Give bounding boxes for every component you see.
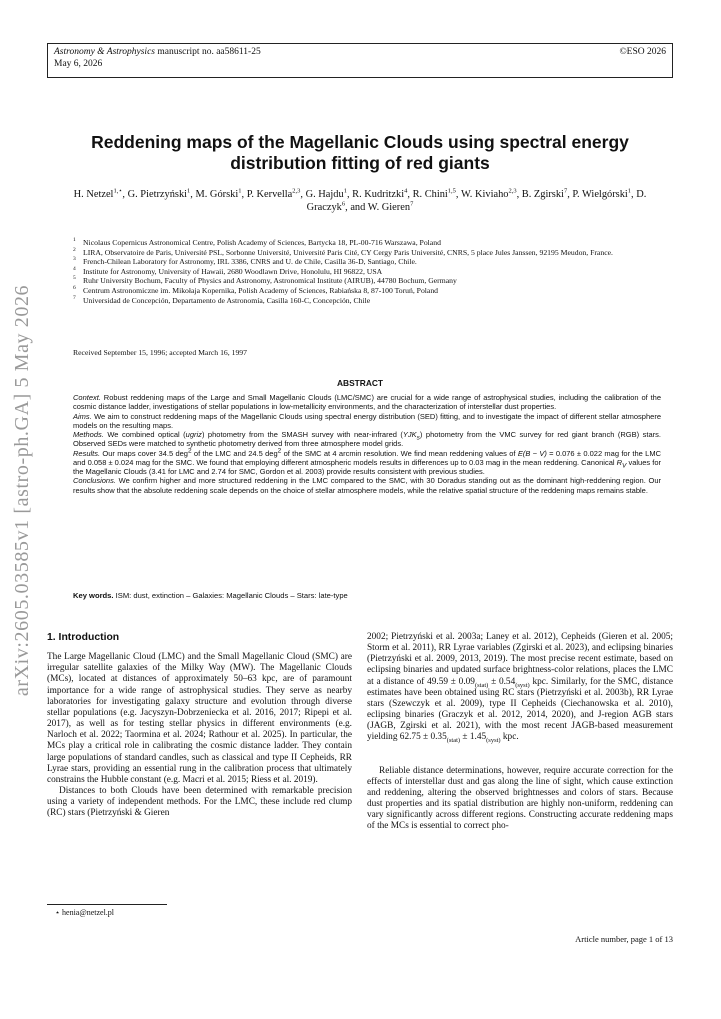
intro-paragraph-3 <box>367 632 673 744</box>
footnote <box>55 908 114 917</box>
results-rv-sub: V <box>622 462 627 470</box>
paragraph-gap <box>367 744 673 766</box>
author-separator: , <box>455 189 461 200</box>
affiliation-number: 2 <box>73 246 76 253</box>
p3-text-e: kpc. <box>500 732 519 743</box>
results-rv: R <box>616 457 623 467</box>
author-name: H. Netzel <box>73 189 114 200</box>
abstract-body <box>73 393 661 495</box>
intro-paragraph-1: The Large Magellanic Cloud (LMC) and the Small Magellanic Cloud (SMC) are irregular satellite galaxies of the Milky Way (MW). The Magellanic Clouds (MCs), located at distances of approximately 50–63 kpc, are of paramount importance for a wide range of astrophysical studies. They serve as nearby laboratories for investigating galaxy structure and evolution through diverse stellar populations (e.g. Jacyszyn-Dobrzeniecka et al. 2016, 2017; Ripepi et al. 2017), as well as for testing stellar physics in different environments (e.g. Narloch et al. 2022; Taormina et al. 2024; Rathour et al. 2025). In particular, the MCs play a critical role in calibrating the cosmic distance ladder. They contain large populations of standard candles, such as classical and type II Cepheids, RR Lyrae stars, providing an essential rung in the calibration process that ultimately constrains the Hubble constant (e.g. Macri et al. 2015; Riess et al. 2019). <box>47 652 352 785</box>
footnote-rule <box>47 904 167 905</box>
arxiv-stamp <box>10 270 36 710</box>
author-name: R. Chini <box>412 189 448 200</box>
author-name: M. Górski <box>195 189 239 200</box>
author-affiliation-marks: 1 <box>343 187 347 195</box>
author-separator: , <box>300 189 306 200</box>
p3-text-c: kpc. Similarly, for the SMC, distance estimates have been obtained using RC stars (Pietrzyński et al. 2003b), RR Lyrae stars (Szewczyk et al. 2009), type II Cepheids (Ciechanowska et al. 2010), eclipsing binaries (Graczyk et al. 2012, 2014, 2020), and J-region AGB stars (JAGB, Zgirski et al. 2021), with the most recent JAGB-based measurement yielding 62.75 ± 0.35 <box>367 676 673 743</box>
author-affiliation-marks: 4 <box>404 187 408 195</box>
p3-syst-2: (syst) <box>486 737 501 745</box>
author-separator: , <box>190 189 196 200</box>
author-list <box>58 188 662 214</box>
affiliation-text: Centrum Astronomiczne im. Mikołaja Kopernika, Polish Academy of Sciences, Rabiańska 8, 87-100 Toruń, Poland <box>83 285 439 295</box>
manuscript-number: manuscript no. aa58611-25 <box>157 47 261 57</box>
author-name: W. Kiviaho <box>460 189 509 200</box>
affiliation <box>73 286 661 296</box>
keywords <box>73 591 661 600</box>
results-text-4: = 0.076 ± 0.022 mag for the LMC and 0.058 ± 0.024 mag for the SMC. We found that employing different atmospheric models results in differences up to 0.03 mag in the mean reddening. Canonical <box>73 448 661 467</box>
author-separator: , <box>567 189 573 200</box>
affiliation-number: 1 <box>73 237 76 243</box>
context-label: Context. <box>73 393 101 402</box>
author-name: B. Zgirski <box>521 189 564 200</box>
results-text-1: Our maps cover 34.5 deg <box>100 448 188 458</box>
results-sup-1: 2 <box>187 447 192 454</box>
copyright: ©ESO 2026 <box>619 47 666 57</box>
methods-text-1: We combined optical ( <box>103 430 186 439</box>
conclusions-text: We confirm higher and more structured reddening in the LMC compared to the SMC, with 30 Doradus standing out as the dominant high-reddening region. Our results show that the absolute reddening scale depends on the choice of stellar atmosphere models, while the relative spatial structure of the reddening maps remains stable. <box>73 476 661 495</box>
header-left <box>54 46 261 70</box>
received-dates: Received September 15, 1996; accepted March 16, 1997 <box>73 348 247 357</box>
author-separator: , <box>241 189 247 200</box>
author-name: W. Gieren <box>367 202 411 213</box>
author-name: R. Kudritzki <box>352 189 405 200</box>
author-affiliation-marks: 2,3 <box>508 187 517 195</box>
methods-yjk: YJK <box>402 430 417 439</box>
author-affiliation-marks: 1 <box>627 187 632 195</box>
abstract-heading: ABSTRACT <box>336 378 384 388</box>
author-name: G. Pietrzyński <box>127 189 188 200</box>
aims-label: Aims. <box>73 411 92 421</box>
footnote-mark: ⋆ <box>55 908 61 917</box>
affiliation-number: 3 <box>73 256 76 263</box>
author-separator: , and <box>345 202 368 213</box>
author-affiliation-marks: 1,⋆ <box>113 187 123 195</box>
results-label: Results. <box>73 448 101 458</box>
conclusions-label: Conclusions. <box>73 476 116 486</box>
methods-yjk-sub: s <box>416 434 420 442</box>
author-affiliation-marks: 1,5 <box>447 187 456 195</box>
intro-paragraph-2: Distances to both Clouds have been determined with remarkable precision using a variety of independent methods. For the LMC, these include red clump (RC) stars (Pietrzyński & Gieren <box>47 786 352 819</box>
left-column <box>47 632 352 820</box>
author-affiliation-marks: 1 <box>238 187 242 195</box>
keywords-label: Key words. <box>73 591 114 600</box>
paper-title: Reddening maps of the Magellanic Clouds using spectral energy distribution fitting of red giants <box>91 132 629 173</box>
results-text-2: of the LMC and 24.5 deg <box>191 448 278 458</box>
affiliation-number: 7 <box>73 294 76 301</box>
affiliation <box>73 296 661 306</box>
author-separator: , <box>631 189 637 200</box>
affiliation-text: Ruhr University Bochum, Faculty of Physics and Astronomy, Astronomical Institute (AIRUB), 44780 Bochum, Germany <box>83 276 457 286</box>
abstract-context <box>73 393 661 412</box>
author-name: P. Wielgórski <box>572 189 628 200</box>
p3-text-b: ± 0.54 <box>488 676 516 687</box>
author-separator: , <box>516 189 522 200</box>
keywords-text: ISM: dust, extinction – Galaxies: Magellanic Clouds – Stars: late-type <box>115 591 348 600</box>
results-text-3: of the SMC at 4 arcmin resolution. We find mean reddening values of <box>281 448 518 458</box>
page-footer: Article number, page 1 of 13 <box>575 934 673 944</box>
abstract-results <box>73 449 661 477</box>
affiliation <box>73 248 661 258</box>
footnote-email: henia@netzel.pl <box>62 908 115 917</box>
p3-stat-1: (stat) <box>474 681 489 689</box>
affiliation-number: 6 <box>73 284 76 291</box>
affiliation <box>73 238 661 248</box>
context-text: Robust reddening maps of the Large and Small Magellanic Clouds (LMC/SMC) are crucial for a wide range of astrophysical studies, including the calibration of the cosmic distance ladder, investigations of stellar populations in low-metallicity environments, and the characterization of interstellar dust properties. <box>73 393 661 412</box>
running-header <box>47 43 673 78</box>
results-sup-2: 2 <box>277 447 282 454</box>
affiliation-list <box>73 238 661 305</box>
affiliation <box>73 257 661 267</box>
author-name: P. Kervella <box>246 189 293 200</box>
methods-text-2: ) photometry from the SMASH survey with near-infrared ( <box>201 430 403 439</box>
section-heading-introduction: 1. Introduction <box>47 632 120 643</box>
author-affiliation-marks: 6 <box>341 200 346 208</box>
author-affiliation-marks: 7 <box>563 187 568 195</box>
author-name: G. Hajdu <box>305 189 344 200</box>
p3-text-d: ± 1.45 <box>460 732 487 743</box>
intro-paragraph-4: Reliable distance determinations, however, require accurate correction for the effects of interstellar dust and gas along the line of sight, which cause extinction and reddening, altering the observed brightnesses and colors of stars. Because dust properties and its spatial distribution are highly non-uniform, reddening can vary significantly across different regions. Constructing accurate reddening maps of the MCs is essential to correct pho- <box>367 765 673 832</box>
results-ebv: E(B − V) <box>517 448 547 458</box>
aims-text: We aim to construct reddening maps of the Magellanic Clouds using spectral energy distribution (SED) fitting, and to investigate the impact of different stellar atmosphere models on the resulting maps. <box>73 411 661 430</box>
p3-stat-2: (stat) <box>446 737 461 745</box>
author-separator: , <box>407 189 413 200</box>
journal-name: Astronomy & Astrophysics <box>54 47 155 57</box>
affiliation-number: 4 <box>73 265 76 272</box>
affiliation-text: LIRA, Observatoire de Paris, Université PSL, Sorbonne Université, Université Paris Cité, CY Cergy Paris Université, CNRS, 5 place Jules Janssen, 92195 Meudon, France. <box>83 247 613 257</box>
author-affiliation-marks: 7 <box>410 200 414 208</box>
affiliation-number: 5 <box>73 275 76 282</box>
affiliation-text: Institute for Astronomy, University of Hawaii, 2680 Woodlawn Drive, Honolulu, HI 96822, USA <box>83 266 383 276</box>
author-affiliation-marks: 2,3 <box>292 187 301 195</box>
affiliation <box>73 276 661 286</box>
methods-label: Methods. <box>73 430 104 439</box>
author-separator: , <box>122 189 128 200</box>
author-name: D. Graczyk <box>306 189 647 213</box>
author-affiliation-marks: 1 <box>187 187 191 195</box>
methods-ugriz: ugriz <box>185 430 202 439</box>
header-date: May 6, 2026 <box>54 59 103 69</box>
p3-syst-1: (syst) <box>515 681 530 689</box>
affiliation-text: Universidad de Concepción, Departamento de Astronomía, Casilla 160-C, Concepción, Chile <box>83 295 371 305</box>
affiliation-text: French-Chilean Laboratory for Astronomy, IRL 3386, CNRS and U. de Chile, Casilla 36-D, Santiago, Chile. <box>83 257 417 267</box>
results-text-5: values for the Magellanic Clouds (3.41 for LMC and 2.74 for SMC, Gordon et al. 2003) provide results consistent with previous studies. <box>73 457 661 476</box>
p3-text-a: 2002; Pietrzyński et al. 2003a; Laney et al. 2012), Cepheids (Gieren et al. 2005; Storm et al. 2011), RR Lyrae variables (Zgirski et al. 2023), and eclipsing binaries (Pietrzyński et al. 2009, 2013, 2019). The most precise recent estimate, based on eclipsing binaries and updated surface brightness-color relations, places the LMC at a distance of 49.59 ± 0.09 <box>367 632 673 687</box>
right-column <box>367 632 673 833</box>
affiliation-text: Nicolaus Copernicus Astronomical Centre, Polish Academy of Sciences, Bartycka 18, PL-00-716 Warszawa, Poland <box>83 238 441 247</box>
abstract-conclusions <box>73 476 661 495</box>
abstract-aims <box>73 412 661 431</box>
arxiv-stamp-text: arXiv:2605.03585v1 [astro-ph.GA] 5 May 2026 <box>11 284 34 696</box>
methods-text-3: ) photometry from the VMC survey for red giant branch (RGB) stars. Observed SEDs were matched to synthetic photometry derived from three atmosphere model grids. <box>73 430 661 449</box>
author-separator: , <box>346 189 353 200</box>
affiliation <box>73 267 661 277</box>
abstract-methods <box>73 430 661 449</box>
